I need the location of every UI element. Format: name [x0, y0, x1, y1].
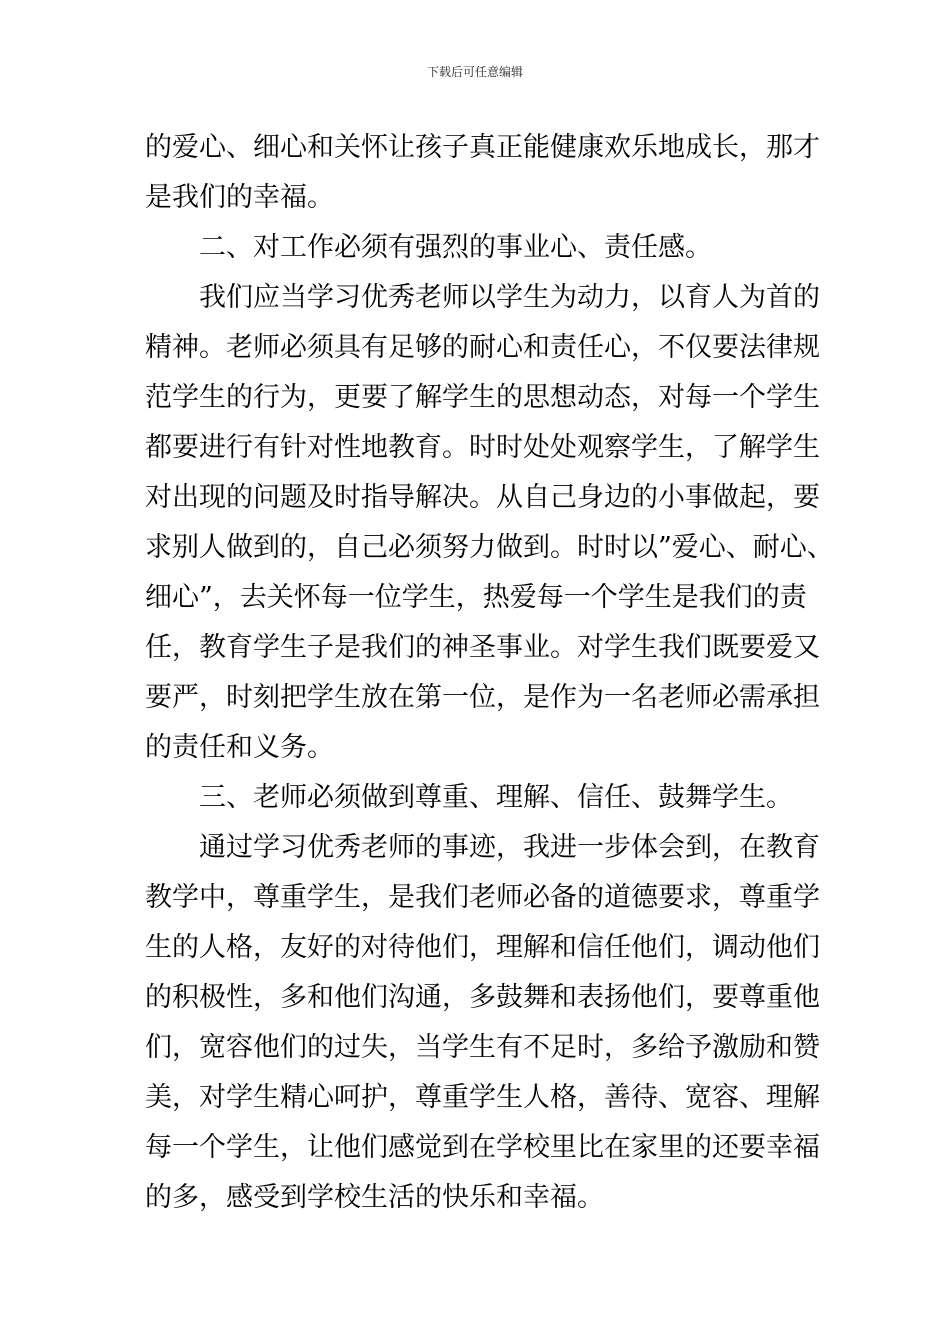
body-line: 是我们的幸福。	[145, 182, 334, 213]
body-line: 精神。老师必须具有足够的耐心和责任心，不仅要法律规	[145, 332, 820, 363]
body-line: 美，对学生精心呵护，尊重学生人格，善待、宽容、理解	[145, 1082, 820, 1113]
body-line: 细心”，去关怀每一位学生，热爱每一个学生是我们的责	[145, 582, 807, 613]
body-line: 通过学习优秀老师的事迹，我进一步体会到，在教育	[199, 832, 820, 863]
body-line: 的责任和义务。	[145, 732, 334, 763]
body-line: 范学生的行为，更要了解学生的思想动态，对每一个学生	[145, 382, 820, 413]
section-heading: 三、老师必须做到尊重、理解、信任、鼓舞学生。	[199, 782, 793, 813]
body-line: 们，宽容他们的过失，当学生有不足时，多给予激励和赞	[145, 1032, 820, 1063]
page-header: 下载后可任意编辑	[426, 65, 523, 79]
body-line: 我们应当学习优秀老师以学生为动力，以育人为首的	[199, 282, 820, 313]
body-line: 的积极性，多和他们沟通，多鼓舞和表扬他们，要尊重他	[145, 982, 820, 1013]
body-line: 对出现的问题及时指导解决。从自己身边的小事做起，要	[145, 482, 820, 513]
body-line: 生的人格，友好的对待他们，理解和信任他们，调动他们	[145, 932, 820, 963]
body-line: 教学中，尊重学生，是我们老师必备的道德要求，尊重学	[145, 882, 820, 913]
body-line: 都要进行有针对性地教育。时时处处观察学生，了解学生	[145, 432, 820, 463]
body-line: 每一个学生，让他们感觉到在学校里比在家里的还要幸福	[145, 1132, 820, 1163]
body-line: 的爱心、细心和关怀让孩子真正能健康欢乐地成长，那才	[145, 132, 820, 163]
body-line: 求别人做到的，自己必须努力做到。时时以”爱心、耐心、	[145, 532, 834, 563]
body-line: 任，教育学生子是我们的神圣事业。对学生我们既要爱又	[145, 632, 820, 663]
body-line: 的多，感受到学校生活的快乐和幸福。	[145, 1182, 604, 1213]
body-line: 要严，时刻把学生放在第一位，是作为一名老师必需承担	[145, 682, 820, 713]
section-heading: 二、对工作必须有强烈的事业心、责任感。	[199, 232, 712, 263]
